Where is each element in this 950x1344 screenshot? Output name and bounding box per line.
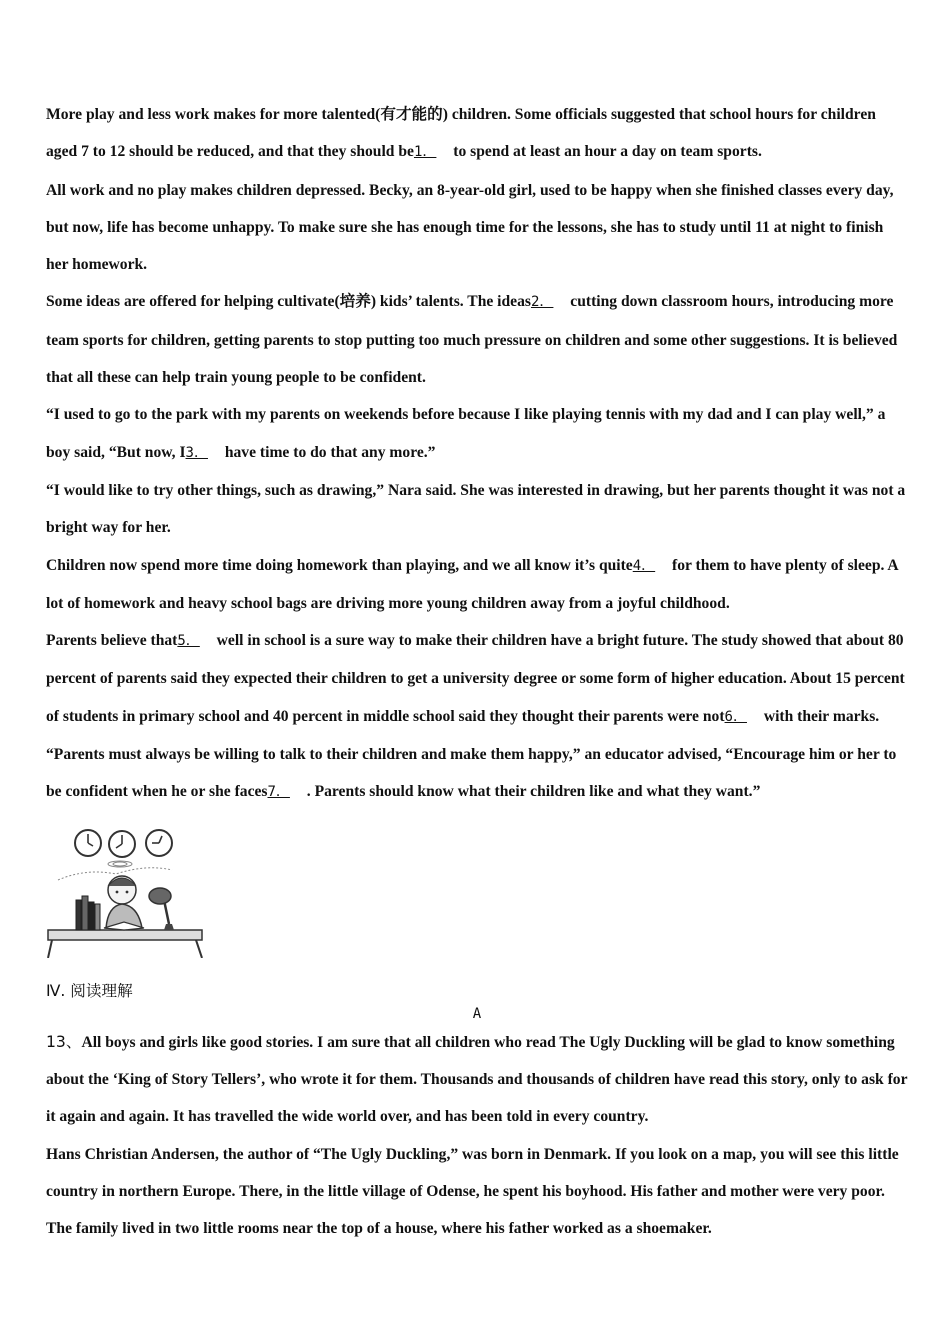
text: . Parents should know what their children like and what they want.” (306, 783, 761, 801)
text: More play and less work makes for more talented(有才能的) children. Some officials suggested that school hours for children aged 7 to 12 should be reduced, and that they should be (46, 106, 876, 161)
text: for them to have plenty of sleep. A lot of homework and heavy school bags are driving more young children away from a joyful childhood. (46, 556, 898, 612)
document-page (46, 96, 908, 1247)
blank-4[interactable]: 4． (632, 557, 656, 574)
passage-paragraph-5: “I would like to try other things, such as drawing,” Nara said. She was interested in drawing, but her parents thought it was not a bright way for her. (46, 481, 906, 537)
passage-paragraph-8 (46, 736, 908, 812)
text: cutting down classroom hours, introducing more team sports for children, getting parents to stop putting too much pressure on children and some other suggestions. It is believed that all these can help train young people to be confident. (46, 293, 898, 387)
blank-1[interactable]: 1． (413, 144, 437, 161)
passage-paragraph-7 (46, 622, 908, 736)
text: to spend at least an hour a day on team sports. (453, 143, 762, 161)
text: “I used to go to the park with my parents on weekends before because I like playing tennis with my dad and I can play well,” a boy said, “But now, I (46, 406, 886, 461)
passage-paragraph-6 (46, 547, 908, 623)
text: have time to do that any more.” (224, 443, 436, 461)
blank-6[interactable]: 6． (724, 708, 747, 725)
text: “Parents must always be willing to talk to their children and make them happy,” an educator advised, “Encourage him or her to be confident when he or she faces (46, 746, 897, 801)
text: Children now spend more time doing homework than playing, and we all know it’s quite (46, 556, 633, 574)
passage-paragraph-1 (46, 96, 908, 172)
blank-3[interactable]: 3． (185, 444, 208, 461)
text: All boys and girls like good stories. I am sure that all children who read The Ugly Duckling will be glad to know something about the ‘King of Story Tellers’, who wrote it for them. Thousands and thousands of children have read this story, only to ask for it again and again. It has travelled the wide world over, and has been told in every country. (46, 1033, 908, 1126)
section-heading: Ⅳ. 阅读理解 (46, 981, 133, 1000)
text: with their marks. (763, 707, 880, 725)
question-number: 13、 (46, 1032, 82, 1051)
reading-paragraph-1 (46, 1024, 908, 1136)
section-subheading: A (472, 1005, 482, 1022)
passage-paragraph-3 (46, 283, 908, 396)
passage-paragraph-2: All work and no play makes children depressed. Becky, an 8-year-old girl, used to be happy when she finished classes every day, but now, life has become unhappy. To make sure she has enough time for the lessons, she has to study until 11 at night to finish her homework. (46, 181, 894, 274)
blank-7[interactable]: 7． (267, 784, 290, 801)
child-studying-illustration (46, 824, 206, 958)
text: well in school is a sure way to make their children have a bright future. The study showed that about 80 percent of parents said they expected their children to get a university degree or some form of higher education. About 15 percent of students in primary school and 40 percent in middle school said they thought their parents were not (46, 632, 905, 725)
passage-paragraph-4 (46, 396, 908, 472)
reading-paragraph-2: Hans Christian Andersen, the author of “The Ugly Duckling,” was born in Denmark. If you look on a map, you will see this little country in northern Europe. There, in the little village of Odense, he spent his boyhood. His father and mother were very poor. The family lived in two little rooms near the top of a house, where his father worked as a shoemaker. (46, 1145, 899, 1238)
text: Some ideas are offered for helping cultivate(培养) kids’ talents. The ideas (46, 293, 531, 311)
blank-2[interactable]: 2． (530, 294, 554, 311)
blank-5[interactable]: 5． (177, 633, 200, 650)
text: Parents believe that (46, 632, 178, 650)
